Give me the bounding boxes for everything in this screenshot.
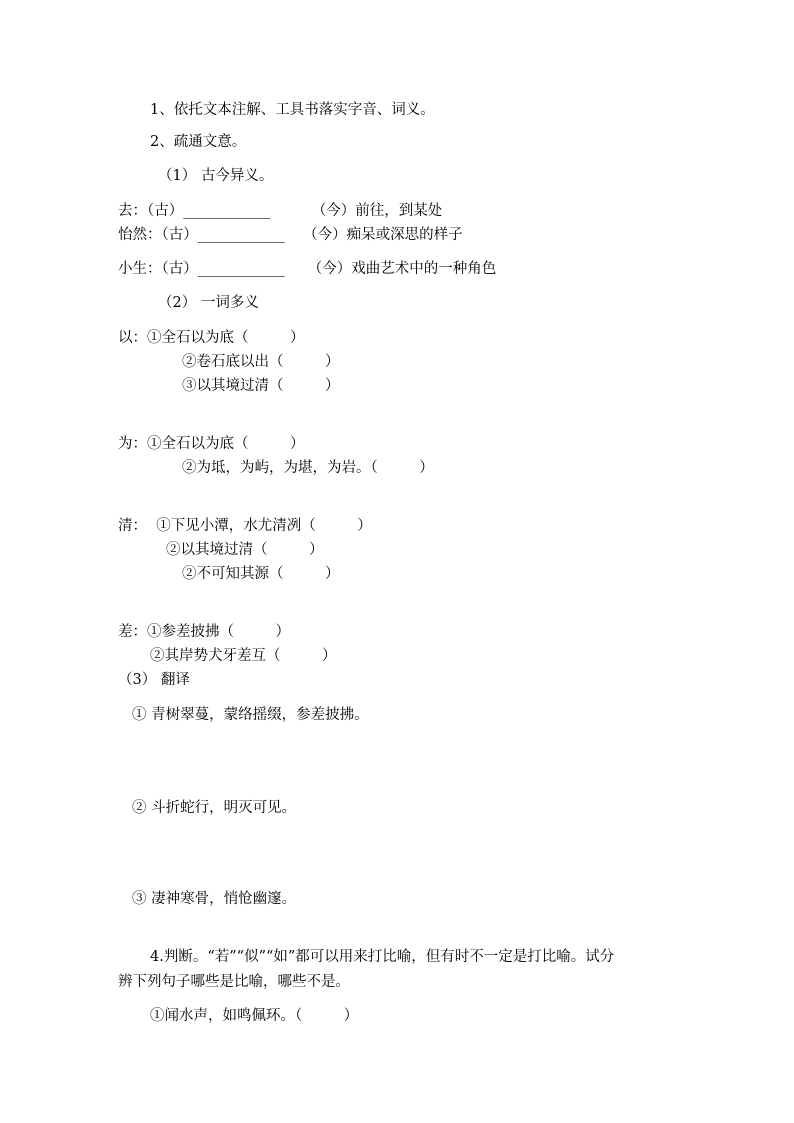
archaic-meaning-qu: 去：（古）____________ （今）前往，到某处 [118,203,443,219]
polysemy-wei-2: ②为坻，为屿，为堪，为岩。（ ） [182,460,434,476]
item-2-instruction: 2、疏通文意。 [150,134,247,150]
translation-sentence-3: ③ 凄神寒骨，悄怆幽邃。 [132,891,297,907]
polysemy-yi-1: 以：①全石以为底（ ） [118,330,305,346]
translation-sentence-1: ① 青树翠蔓，蒙络摇缀，参差披拂。 [132,707,369,723]
item-1-instruction: 1、依托文本注解、工具书落实字音、词义。 [150,102,435,118]
polysemy-yi-2: ②卷石底以出（ ） [182,354,340,370]
translation-sentence-2: ② 斗折蛇行，明灭可见。 [132,800,297,816]
item-4-instruction: 4.判断。“若”“似”“如”都可以用来打比喻，但有时不一定是打比喻。试分 [150,949,615,965]
section-3-heading: （3） 翻译 [118,672,190,688]
polysemy-qing-2: ②以其境过清（ ） [166,542,324,558]
polysemy-yi-3: ③以其境过清（ ） [182,378,340,394]
judgment-sentence-1: ①闻水声，如鸣佩环。（ ） [150,1008,359,1024]
item-4-instruction-continued: 辨下列句子哪些是比喻，哪些不是。 [118,974,350,990]
polysemy-cha-1: 差：①参差披拂（ ） [118,624,290,640]
polysemy-wei-1: 为：①全石以为底（ ） [118,436,305,452]
section-1-heading: （1） 古今异义。 [158,168,274,184]
section-2-heading: （2） 一词多义 [158,295,259,311]
archaic-meaning-yiran: 怡然：（古）____________ （今）痴呆或深思的样子 [118,227,463,243]
polysemy-cha-2: ②其岸势犬牙差互（ ） [150,648,337,664]
archaic-meaning-xiaosheng: 小生：（古）____________ （今）戏曲艺术中的一种角色 [118,261,497,277]
polysemy-qing-3: ②不可知其源（ ） [182,566,340,582]
polysemy-qing-1: 清： ①下见小潭，水尤清冽（ ） [118,518,372,534]
